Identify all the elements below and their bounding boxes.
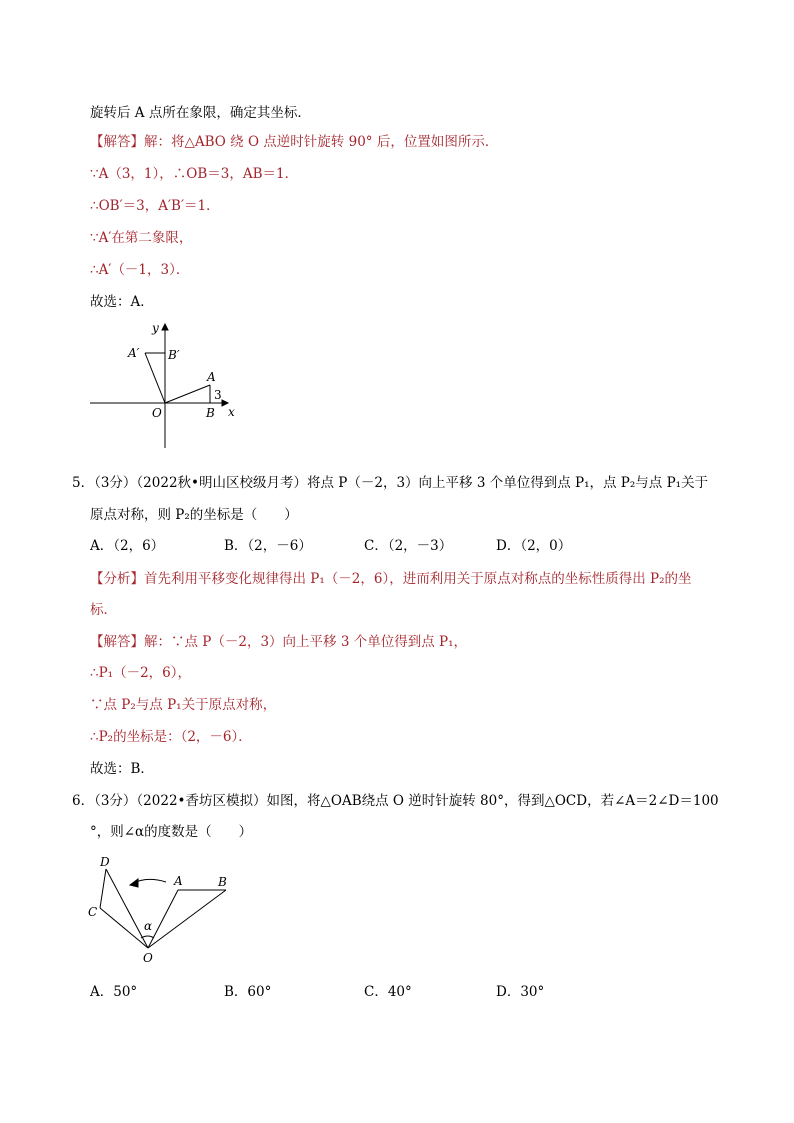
analysis-tag: 【分析】 [90,571,144,587]
q5-option-b: B．（2，－6） [224,538,312,554]
q6-option-b: B．60° [224,984,272,1000]
q5-step-2: ∴P₁（－2，6）， [90,665,192,681]
segment-OB [148,890,226,948]
q6-stem-2: °，则∠α的度数是（ ） [90,824,253,840]
q5-option-a: A．（2，6） [90,538,165,554]
label-alpha: α [144,919,153,933]
answer-text: 解：将△ABO 绕 O 点逆时针旋转 90° 后，位置如图所示． [144,134,499,150]
q6-stem-1: 6．（3分）（2022•香坊区模拟）如图，将△OAB绕点 O 逆时针旋转 80°，得到△OCD，若∠A＝2∠D＝100 [72,793,719,809]
q5-step-3: ∵点 P₂与点 P₁关于原点对称， [90,697,277,713]
label-3: 3 [214,388,222,402]
rotation-arrowhead [130,879,138,887]
q4-step-3: ∵A（3，1），∴OB＝3，AB＝1． [90,166,299,182]
label-B: B [218,875,227,889]
q4-line-1: 旋转后 A 点所在象限，确定其坐标． [90,105,311,121]
label-A: A [174,874,183,888]
q6-option-a: A．50° [90,984,138,1000]
q5-analysis-1 [90,570,692,588]
q5-choose: 故选：B． [90,761,154,777]
analysis-text: 首先利用平移变化规律得出 P₁（－2，6），进而利用关于原点对称点的坐标性质得出 P₂的坐 [144,571,692,587]
label-x: x [228,405,235,419]
q4-step-6: ∴A′（－1，3）． [90,262,190,278]
q4-answer-line [90,133,498,151]
label-A: A [207,370,216,384]
q5-stem-2: 原点对称，则 P₂的坐标是（ ） [90,507,298,523]
label-O: O [143,951,153,965]
label-B: B [206,406,215,420]
label-C: C [88,905,98,919]
segment-OA [165,385,210,403]
segment-CO [100,908,148,948]
q5-answer-line [90,633,467,651]
segment-OA [148,890,178,948]
q6-option-c: C．40° [364,984,412,1000]
q6-option-d: D．30° [496,984,545,1000]
q5-option-c: C．（2，－3） [364,538,453,554]
answer-tag: 【解答】 [90,134,144,150]
answer-text: 解：∵点 P（－2，3）向上平移 3 个单位得到点 P₁， [144,634,468,650]
label-A-prime: A′ [128,346,140,360]
label-D: D [100,855,110,869]
q4-rotation-figure [88,320,248,450]
segment-OA-prime [145,353,165,403]
q6-rotation-figure [86,852,246,967]
y-axis-arrow [162,324,168,330]
q5-stem-1: 5．（3分）（2022秋•明山区校级月考）将点 P（－2，3）向上平移 3 个单位得到点 P₁，点 P₂与点 P₁关于 [72,475,709,491]
q5-step-4: ∴P₂的坐标是：（2，－6）． [90,729,252,745]
q4-step-4: ∴OB′＝3，A′B′＝1． [90,198,220,214]
q4-step-5: ∵A′在第二象限， [90,230,193,246]
label-y: y [152,321,159,335]
segment-DO [106,869,148,948]
q5-option-d: D．（2，0） [496,538,572,554]
q5-analysis-2: 标． [90,602,117,618]
q4-choose: 故选：A． [90,294,154,310]
label-O: O [152,406,162,420]
label-B-prime: B′ [168,348,180,362]
answer-tag: 【解答】 [90,634,144,650]
segment-DC [100,869,106,908]
